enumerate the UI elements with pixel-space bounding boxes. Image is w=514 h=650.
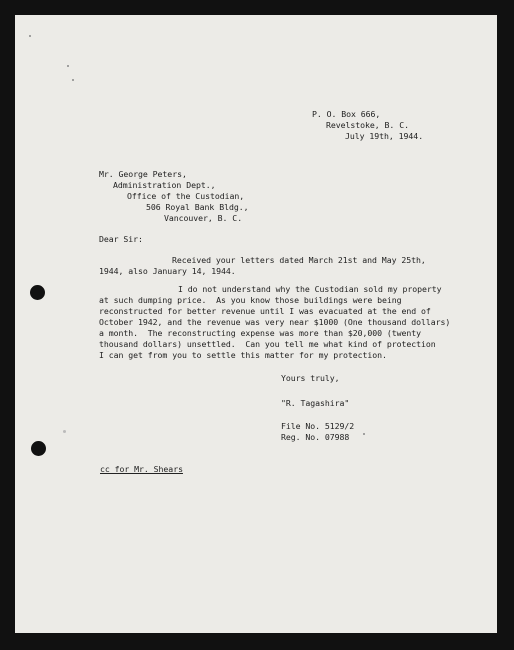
scan-speck (72, 79, 74, 81)
letter-date: July 19th, 1944. (345, 131, 424, 141)
recipient-city: Vancouver, B. C. (164, 213, 243, 223)
closing: Yours truly, (281, 373, 340, 383)
salutation: Dear Sir: (99, 234, 143, 244)
reg-number: Reg. No. 07988 (281, 432, 350, 442)
sender-po-box: P. O. Box 666, (312, 109, 381, 119)
scan-speck (67, 65, 69, 67)
scan-speck (63, 430, 66, 433)
scan-speck (29, 35, 31, 37)
signature: "R. Tagashira" (281, 398, 350, 408)
letter-page (15, 15, 497, 633)
recipient-building: 506 Royal Bank Bldg., (146, 202, 249, 212)
paragraph2-line5: a month. The reconstructing expense was more than $20,000 (twenty (99, 328, 422, 338)
paragraph2-line2: at such dumping price. As you know those buildings were being (99, 295, 402, 305)
punch-hole-bottom (31, 441, 46, 456)
paragraph2-line7: I can get from you to settle this matter for my protection. (99, 350, 387, 360)
paragraph2-line3: reconstructed for better revenue until I was evacuated at the end of (99, 306, 431, 316)
paragraph2-line1: I do not understand why the Custodian sold my property (178, 284, 442, 294)
paragraph2-line4: October 1942, and the revenue was very near $1000 (One thousand dollars) (99, 317, 451, 327)
paragraph1-line2: 1944, also January 14, 1944. (99, 266, 236, 276)
recipient-name: Mr. George Peters, (99, 169, 187, 179)
recipient-dept: Administration Dept., (113, 180, 216, 190)
paragraph1-line1: Received your letters dated March 21st and May 25th, (172, 255, 426, 265)
paragraph2-line6: thousand dollars) unsettled. Can you tell me what kind of protection (99, 339, 436, 349)
file-number: File No. 5129/2 (281, 421, 355, 431)
punch-hole-top (30, 285, 45, 300)
scan-speck (363, 433, 365, 435)
cc-line: cc for Mr. Shears (100, 464, 183, 474)
sender-city: Revelstoke, B. C. (326, 120, 409, 130)
recipient-office: Office of the Custodian, (127, 191, 245, 201)
